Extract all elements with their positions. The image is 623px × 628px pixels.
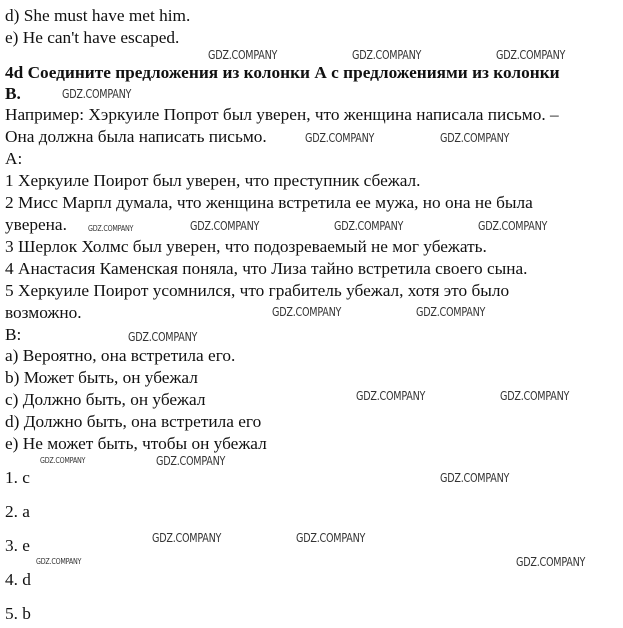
watermark: GDZ.COMPANY: [36, 557, 82, 566]
column-b-item: b) Может быть, он убежал: [5, 368, 198, 387]
watermark: GDZ.COMPANY: [516, 555, 586, 569]
watermark: GDZ.COMPANY: [272, 305, 342, 319]
column-a-item: 2 Мисс Марпл думала, что женщина встретила ее мужа, но она не была: [5, 193, 533, 212]
answer: 4. d: [5, 570, 31, 589]
watermark: GDZ.COMPANY: [156, 454, 226, 468]
watermark: GDZ.COMPANY: [152, 531, 222, 545]
prev-answer-e: e) He can't have escaped.: [5, 28, 180, 47]
column-a-item: 1 Херкуиле Поирот был уверен, что преступник сбежал.: [5, 171, 421, 190]
answer: 2. a: [5, 502, 30, 521]
column-b-item: c) Должно быть, он убежал: [5, 390, 206, 409]
watermark: GDZ.COMPANY: [88, 224, 134, 233]
watermark: GDZ.COMPANY: [352, 48, 422, 62]
answer: 3. e: [5, 536, 30, 555]
column-a-item: уверена.: [5, 215, 67, 234]
column-a-item: 5 Херкуиле Поирот усомнился, что грабитель убежал, хотя это было: [5, 281, 510, 300]
column-b-item: d) Должно быть, она встретила его: [5, 412, 262, 431]
watermark: GDZ.COMPANY: [356, 389, 426, 403]
column-b-item: a) Вероятно, она встретила его.: [5, 346, 236, 365]
watermark: GDZ.COMPANY: [305, 131, 375, 145]
watermark: GDZ.COMPANY: [334, 219, 404, 233]
column-b-label: В:: [5, 325, 22, 344]
exercise-title-cont: В.: [5, 84, 21, 103]
watermark: GDZ.COMPANY: [40, 456, 86, 465]
example-line: Она должна была написать письмо.: [5, 127, 267, 146]
watermark: GDZ.COMPANY: [496, 48, 566, 62]
watermark: GDZ.COMPANY: [128, 330, 198, 344]
watermark: GDZ.COMPANY: [440, 471, 510, 485]
column-a-item: возможно.: [5, 303, 82, 322]
watermark: GDZ.COMPANY: [416, 305, 486, 319]
watermark: GDZ.COMPANY: [296, 531, 366, 545]
column-a-item: 3 Шерлок Холмс был уверен, что подозреваемый не мог убежать.: [5, 237, 487, 256]
exercise-title: 4d Соедините предложения из колонки А с предложениями из колонки: [5, 63, 560, 82]
column-b-item: e) Не может быть, чтобы он убежал: [5, 434, 267, 453]
answer: 5. b: [5, 604, 31, 623]
column-a-item: 4 Анастасия Каменская поняла, что Лиза тайно встретила своего сына.: [5, 259, 528, 278]
answer: 1. c: [5, 468, 30, 487]
watermark: GDZ.COMPANY: [478, 219, 548, 233]
watermark: GDZ.COMPANY: [500, 389, 570, 403]
watermark: GDZ.COMPANY: [190, 219, 260, 233]
watermark: GDZ.COMPANY: [440, 131, 510, 145]
watermark: GDZ.COMPANY: [62, 87, 132, 101]
column-a-label: А:: [5, 149, 23, 168]
prev-answer-d: d) She must have met him.: [5, 6, 191, 25]
example-line: Например: Хэркуиле Попрот был уверен, что женщина написала письмо. –: [5, 105, 559, 124]
watermark: GDZ.COMPANY: [208, 48, 278, 62]
